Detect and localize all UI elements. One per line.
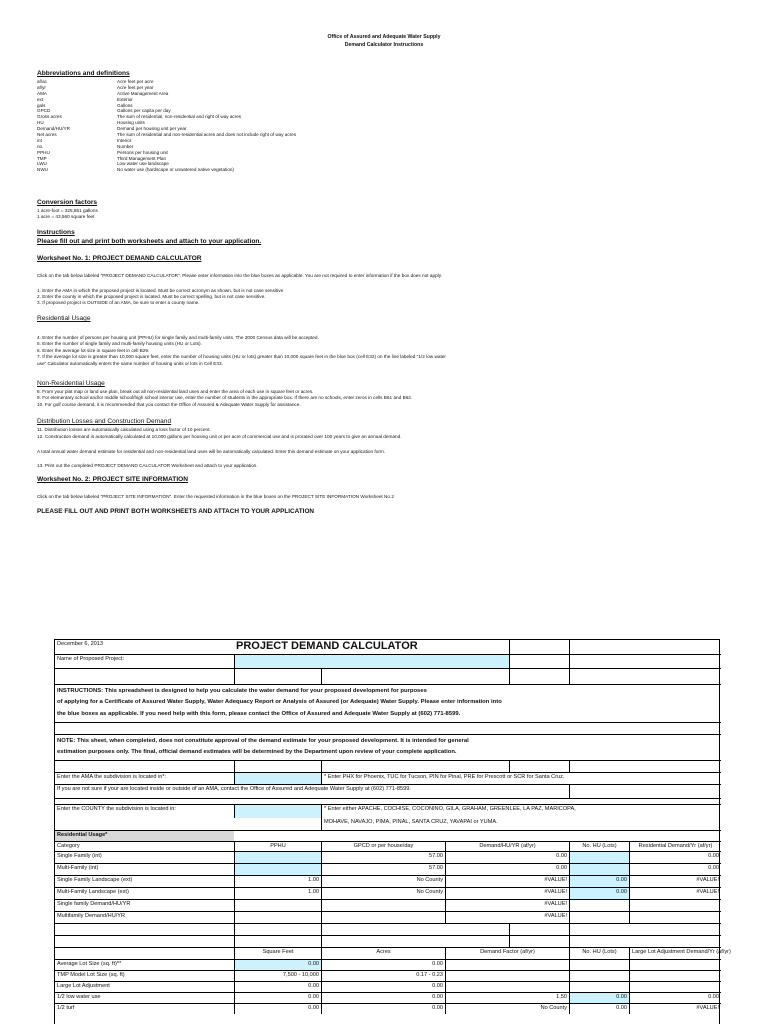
value-cell: 57.00	[321, 864, 445, 875]
county-hint-row	[55, 818, 721, 830]
value-cell: No County	[321, 876, 445, 887]
column-header: No. HU (Lots)	[569, 948, 629, 959]
value-cell: 0.00	[445, 852, 569, 863]
column-header: No. HU (Lots)	[569, 842, 629, 851]
blank-cell	[55, 936, 234, 947]
final-note: PLEASE FILL OUT AND PRINT BOTH WORKSHEETS AND ATTACH TO YOUR APPLICATION	[37, 508, 315, 515]
blank-cell	[234, 924, 321, 935]
residential-heading: Residential Usage*	[55, 831, 234, 841]
blank-cell	[321, 640, 509, 654]
value-cell: 0.00	[321, 993, 445, 1003]
value-cell	[569, 971, 629, 981]
abbreviation-term: Net acres	[37, 132, 57, 138]
instructions-subheading: Please fill out and print both worksheets and attach to your application.	[37, 238, 262, 245]
value-cell: #VALUE!	[629, 888, 721, 899]
value-cell: 0.00	[629, 864, 721, 875]
instructions-heading: Instructions	[37, 229, 75, 236]
blank-cell	[321, 669, 509, 684]
value-cell	[321, 900, 445, 911]
abbreviation-definition: Persons per housing unit	[117, 149, 168, 155]
blank-cell	[234, 669, 321, 684]
blank-cell	[55, 818, 321, 830]
table-row	[55, 851, 721, 863]
blank-row	[55, 935, 721, 947]
column-header: Large Lot Adjustment Demand/Yr (af/yr)	[629, 948, 721, 959]
abbreviation-definition: Housing units	[117, 120, 145, 126]
worksheet2-intro: Click on the tab below labeled "PROJECT SITE INFORMATION". Enter the requested information in the blue boxes on the PROJECT SITE INFORMATION Worksheet No.2	[37, 494, 394, 499]
sheet-instructions-row	[55, 708, 721, 722]
abbreviation-definition: Number	[117, 143, 134, 149]
abbreviation-definition: No water use (hardscape or unwatered native vegetation)	[117, 167, 234, 173]
value-cell: No County	[445, 1004, 569, 1014]
ama-label: Enter the AMA the subdivision is located in*:	[57, 774, 167, 780]
abbreviation-term: gals	[37, 102, 46, 108]
abbreviation-definition: Exterior	[117, 96, 133, 102]
step-line: 11. Distribution losses are automatically calculated using a loss factor of 10 percent.	[37, 427, 211, 432]
table-row	[55, 911, 721, 923]
abbreviation-term: TMP	[37, 155, 47, 161]
value-cell	[629, 912, 721, 923]
table-row	[55, 959, 721, 970]
row-label: Multifamily Demand/HU/YR	[57, 913, 126, 919]
value-cell: 0.00	[629, 852, 721, 863]
value-cell: #VALUE!	[445, 888, 569, 899]
value-cell	[569, 960, 629, 970]
sheet-instructions-line: the blue boxes as applicable. If you need help with this form, please contact the Office of Assured and Adequate Water Supply at (602) 771-8599.	[57, 711, 461, 717]
step-line: 13. Print out the completed PROJECT DEMAND CALCULATOR Worksheet and attach to your application.	[37, 463, 258, 468]
row-label: 1/2 low water use	[57, 994, 101, 1000]
abbreviation-definition: Acre feet per year	[117, 84, 154, 90]
value-cell: 7,500 - 10,000	[234, 971, 321, 981]
value-cell	[569, 912, 629, 923]
abbreviation-definition: Interior	[117, 137, 132, 143]
conversion-line: 1 acre = 43,560 square feet	[37, 214, 95, 219]
blank-cell	[569, 924, 721, 935]
step-line: use".Calculator automatically enters the same number of housing units or lots in Cell E33.	[37, 361, 223, 366]
abbreviation-term: no.	[37, 143, 44, 149]
value-cell	[445, 971, 569, 981]
value-cell: 0.00	[321, 982, 445, 992]
distribution-losses-heading: Distribution Losses and Construction Demand	[37, 418, 172, 425]
value-cell: 0.00	[321, 960, 445, 970]
abbreviation-term: GPCD	[37, 108, 51, 114]
row-label: Multi-Family (int)	[57, 865, 99, 871]
value-cell	[445, 982, 569, 992]
blank-cell	[569, 640, 721, 654]
abbreviation-term: NWU	[37, 167, 48, 173]
step-line: 6. Enter the average lot size in square feet in cell B29.	[37, 348, 150, 353]
blank-cell	[569, 669, 721, 684]
residential-heading-row	[55, 830, 721, 841]
value-cell: 0.00	[569, 1004, 629, 1014]
value-cell: No County	[321, 888, 445, 899]
value-cell: 0.00	[234, 993, 321, 1003]
ama-hint: * Enter PHX for Phoenix, TUC for Tucson, PIN for Pinal, PRE for Prescott or SCR for Santa Cruz.	[321, 773, 721, 784]
abbreviation-definition: Acre feet per acre	[117, 79, 154, 84]
table-row	[55, 899, 721, 911]
project-name-row	[55, 654, 721, 668]
step-line: 9. For elementary school and/or middle school/high school interior use, enter the number of students in the appropriate box. If there are no schools, enter zeros in cells B61 and B62.	[37, 395, 413, 400]
blank-cell	[509, 655, 569, 668]
step-line: 10. For golf course demand, it is recommended that you contact the Office of Assured & Adequate Water Supply for assistance.	[37, 402, 301, 407]
blank-cell	[569, 655, 721, 668]
blank-cell	[55, 761, 234, 772]
value-cell: #VALUE!	[445, 912, 569, 923]
project-name-input[interactable]	[234, 655, 509, 668]
worksheet1-intro: Click on the tab below labeled "PROJECT DEMAND CALCULATOR". Please enter information into the blue boxes as applicable. You are not required to enter information if the box does not apply.	[37, 273, 443, 278]
value-cell: #VALUE!	[629, 1004, 721, 1014]
step-line: 8. From your plat map or land use plan, break out all non-residential land uses and enter the area of each use in square feet or acres.	[37, 389, 314, 394]
county-label: Enter the COUNTY the subdivision is located in:	[57, 806, 176, 812]
row-label: Single family Demand/HU/YR	[57, 901, 131, 907]
column-header: Acres	[321, 948, 445, 959]
column-header: Demand/HU/YR (af/yr)	[445, 842, 569, 851]
blank-row	[55, 668, 721, 684]
abbreviation-term: Gross acres	[37, 114, 62, 120]
blank-cell	[321, 936, 509, 947]
abbreviation-row	[37, 167, 296, 173]
value-cell: 57.00	[321, 852, 445, 863]
office-title: Office of Assured and Adequate Water Supply	[327, 34, 441, 40]
abbreviation-definition: The sum of residential, non-residential and right of way acres	[117, 114, 242, 120]
sheet-instructions-row	[55, 696, 721, 708]
input-cell[interactable]: 0.00	[569, 888, 629, 899]
blank-cell	[569, 761, 721, 772]
value-cell	[569, 982, 629, 992]
ama-note: If you are not sure if your are located inside or outside of an AMA, contact the Office of Assured and Adequate Water Supply at (602) 771-8599.	[57, 786, 411, 792]
column-header	[55, 948, 234, 959]
row-label: TMP Model Lot Size (sq. ft)	[57, 972, 125, 978]
blank-cell	[569, 936, 721, 947]
column-header: Square Feet	[234, 948, 321, 959]
row-label: Single Family (int)	[57, 853, 102, 859]
sheet-note-line: estimation purposes only. The final, official demand estimates will be determined by the Department upon review of your complete application.	[57, 749, 457, 755]
input-cell[interactable]	[234, 864, 321, 875]
value-cell: 1.00	[234, 888, 321, 899]
sheet-note-line: NOTE: This sheet, when completed, does not constitute approval of the demand estimate for your proposed development. It is intended for general	[57, 738, 469, 744]
value-cell: 0.00	[234, 1004, 321, 1014]
value-cell: 1.00	[234, 876, 321, 887]
value-cell	[629, 900, 721, 911]
abbreviation-term: ext	[37, 96, 44, 102]
blank-cell	[509, 669, 569, 684]
county-row	[55, 804, 721, 818]
value-cell: #VALUE!	[445, 876, 569, 887]
abbreviations-heading: Abbreviations and definitions	[37, 70, 130, 77]
value-cell: 0.00	[445, 864, 569, 875]
value-cell	[569, 900, 629, 911]
input-cell[interactable]	[569, 864, 629, 875]
column-header: PPHU	[234, 842, 321, 851]
blank-cell	[321, 761, 509, 772]
conversion-heading: Conversion factors	[37, 199, 98, 206]
sheet-title-row	[55, 640, 721, 654]
value-cell	[234, 912, 321, 923]
step-line: 12. Construction demand is automatically calculated at 10,000 gallons per housing unit or per acre of commercial use and is prorated over 100 years to give an annual demand.	[37, 434, 402, 439]
blank-row	[55, 722, 721, 734]
input-cell[interactable]: 0.00	[569, 993, 629, 1003]
value-cell: 0.00	[234, 982, 321, 992]
abbreviation-definition: Low water use landscape	[117, 161, 169, 167]
table-row	[55, 863, 721, 875]
page-title: Demand Calculator Instructions	[344, 42, 424, 48]
column-header: GPCD or per house/day	[321, 842, 445, 851]
sheet-instructions-line: of applying for a Certificate of Assured Water Supply, Water Adequacy Report or Analysis of Assured (or Adequate) Water Supply. Please enter information into	[57, 699, 502, 705]
sheet-date: December 6, 2013	[57, 641, 104, 647]
worksheet2-heading: Worksheet No. 2: PROJECT SITE INFORMATION	[37, 476, 189, 483]
row-label: Average Lot Size (sq. ft)**	[57, 961, 122, 967]
project-demand-calculator-sheet	[54, 639, 731, 1024]
abbreviation-definition: Third Management Plan	[117, 155, 167, 161]
sheet-title: PROJECT DEMAND CALCULATOR	[236, 640, 418, 652]
blank-cell	[234, 936, 321, 947]
table-row	[55, 875, 721, 887]
abbreviation-definition: Active Management Area	[117, 90, 169, 96]
step-line: 4. Enter the number of persons per housing unit (PPHU) for single family and multi-family units. The 2000 Census data will be accepted.	[37, 335, 319, 340]
value-cell: 0.00	[629, 993, 721, 1003]
ama-note-row	[55, 784, 721, 798]
abbreviation-term: PPHU	[37, 149, 50, 155]
column-header: Category	[57, 843, 80, 849]
blank-cell	[55, 924, 234, 935]
blank-cell	[569, 785, 721, 798]
table-row	[55, 1003, 721, 1014]
value-cell	[629, 960, 721, 970]
conversion-line: 1 acre-foot = 325,851 gallons	[37, 208, 98, 213]
lot-header-row	[55, 947, 731, 959]
row-label: Single Family Landscape (ext)	[57, 877, 133, 883]
worksheet1-heading: Worksheet No. 1: PROJECT DEMAND CALCULATOR	[37, 255, 202, 262]
step-line: 3. If proposed project is OUTSIDE of an AMA, be sure to enter a county name.	[37, 300, 200, 305]
sheet-note-row	[55, 734, 721, 746]
input-cell[interactable]: 0.00	[569, 876, 629, 887]
county-input[interactable]	[234, 805, 321, 818]
blank-cell	[234, 831, 721, 841]
abbreviation-definition: Demand per housing unit per year	[117, 126, 187, 132]
value-cell: 0.00	[321, 1004, 445, 1014]
blank-cell	[509, 761, 569, 772]
residential-header-row	[55, 841, 721, 851]
abbreviation-definition: Gallons	[117, 102, 133, 108]
value-cell	[629, 982, 721, 992]
abbreviation-term: HU	[37, 120, 44, 126]
ama-row	[55, 772, 721, 784]
row-label: 1/2 turf	[57, 1005, 75, 1011]
value-cell: #VALUE!	[629, 876, 721, 887]
value-cell: 1.50	[445, 993, 569, 1003]
abbreviations-list	[37, 79, 296, 173]
value-cell	[629, 971, 721, 981]
abbreviation-term: Demand/HU/YR	[37, 126, 70, 132]
blank-cell	[55, 669, 234, 684]
value-cell	[321, 912, 445, 923]
step-line: 2. Enter the county in which the proposed project is located. Must be correct spelling, but is not case sensitive.	[37, 294, 266, 299]
value-cell: 0.17 - 0.23	[321, 971, 445, 981]
value-cell	[234, 900, 321, 911]
table-row	[55, 992, 721, 1003]
ama-input[interactable]	[234, 773, 321, 784]
column-header: Demand Factor (af/yr)	[445, 948, 569, 959]
table-row	[55, 981, 721, 992]
input-cell[interactable]	[569, 852, 629, 863]
abbreviation-term: af/yr	[37, 84, 46, 90]
blank-cell	[509, 936, 569, 947]
row-label: Large Lot Adjustment	[57, 983, 110, 989]
table-row	[55, 970, 721, 981]
project-name-label: Name of Proposed Project:	[57, 656, 125, 662]
value-cell	[445, 960, 569, 970]
abbreviation-term: AMA	[37, 90, 47, 96]
residential-usage-heading: Residential Usage	[37, 315, 91, 322]
input-cell[interactable]	[234, 852, 321, 863]
abbreviation-definition: Gallons per capita per day	[117, 108, 171, 114]
total-demand-note: A total annual water demand estimate for residential and non-residential land uses will be automatically calculated. Enter this demand estimate on your application form.	[37, 449, 386, 454]
abbreviation-term: LWU	[37, 161, 47, 167]
step-line: 1. Enter the AMA in which the proposed project is located. Must be correct acronym as shown, but is not case sensitive.	[37, 288, 285, 293]
sheet-instructions-line: INSTRUCTIONS: This spreadsheet is designed to help you calculate the water demand for your proposed development for purposes	[57, 688, 427, 694]
sheet-note-row	[55, 746, 721, 760]
row-label: Multi-Family Landscape (ext)	[57, 889, 129, 895]
abbreviation-term: int	[37, 137, 42, 143]
blank-cell	[509, 924, 569, 935]
value-cell: #VALUE!	[445, 900, 569, 911]
step-line: 7. If the average lot size is greater than 10,000 square feet, enter the number of housing units (HU or lots) greater than 10,000 square feet in the blue box (cell E32) on the line labeled "1/2 low water	[37, 354, 446, 359]
county-hint: * Enter either APACHE, COCHISE, COCONINO, GILA, GRAHAM, GREENLEE, LA PAZ, MARICOPA,	[321, 805, 721, 818]
blank-cell	[321, 924, 509, 935]
blank-cell	[509, 640, 569, 654]
column-header: Residential Demand/Yr (af/yr)	[629, 842, 721, 851]
blank-row	[55, 923, 721, 935]
input-cell[interactable]: 0.00	[234, 960, 321, 970]
abbreviation-term: af/ac	[37, 79, 47, 84]
sheet-instructions-row	[55, 684, 721, 696]
blank-row	[55, 760, 721, 772]
table-row	[55, 887, 721, 899]
step-line: 5. Enter the number of single family and multi-family housing units (HU or Lots).	[37, 341, 202, 346]
non-residential-usage-heading: Non-Residential Usage	[37, 380, 105, 387]
blank-cell	[234, 761, 321, 772]
abbreviation-definition: The sum of residential and non-residential acres and does not include right of way acres	[117, 132, 297, 138]
county-hint: MOHAVE, NAVAJO, PIMA, PINAL, SANTA CRUZ, YAVAPAI or YUMA.	[321, 818, 721, 830]
